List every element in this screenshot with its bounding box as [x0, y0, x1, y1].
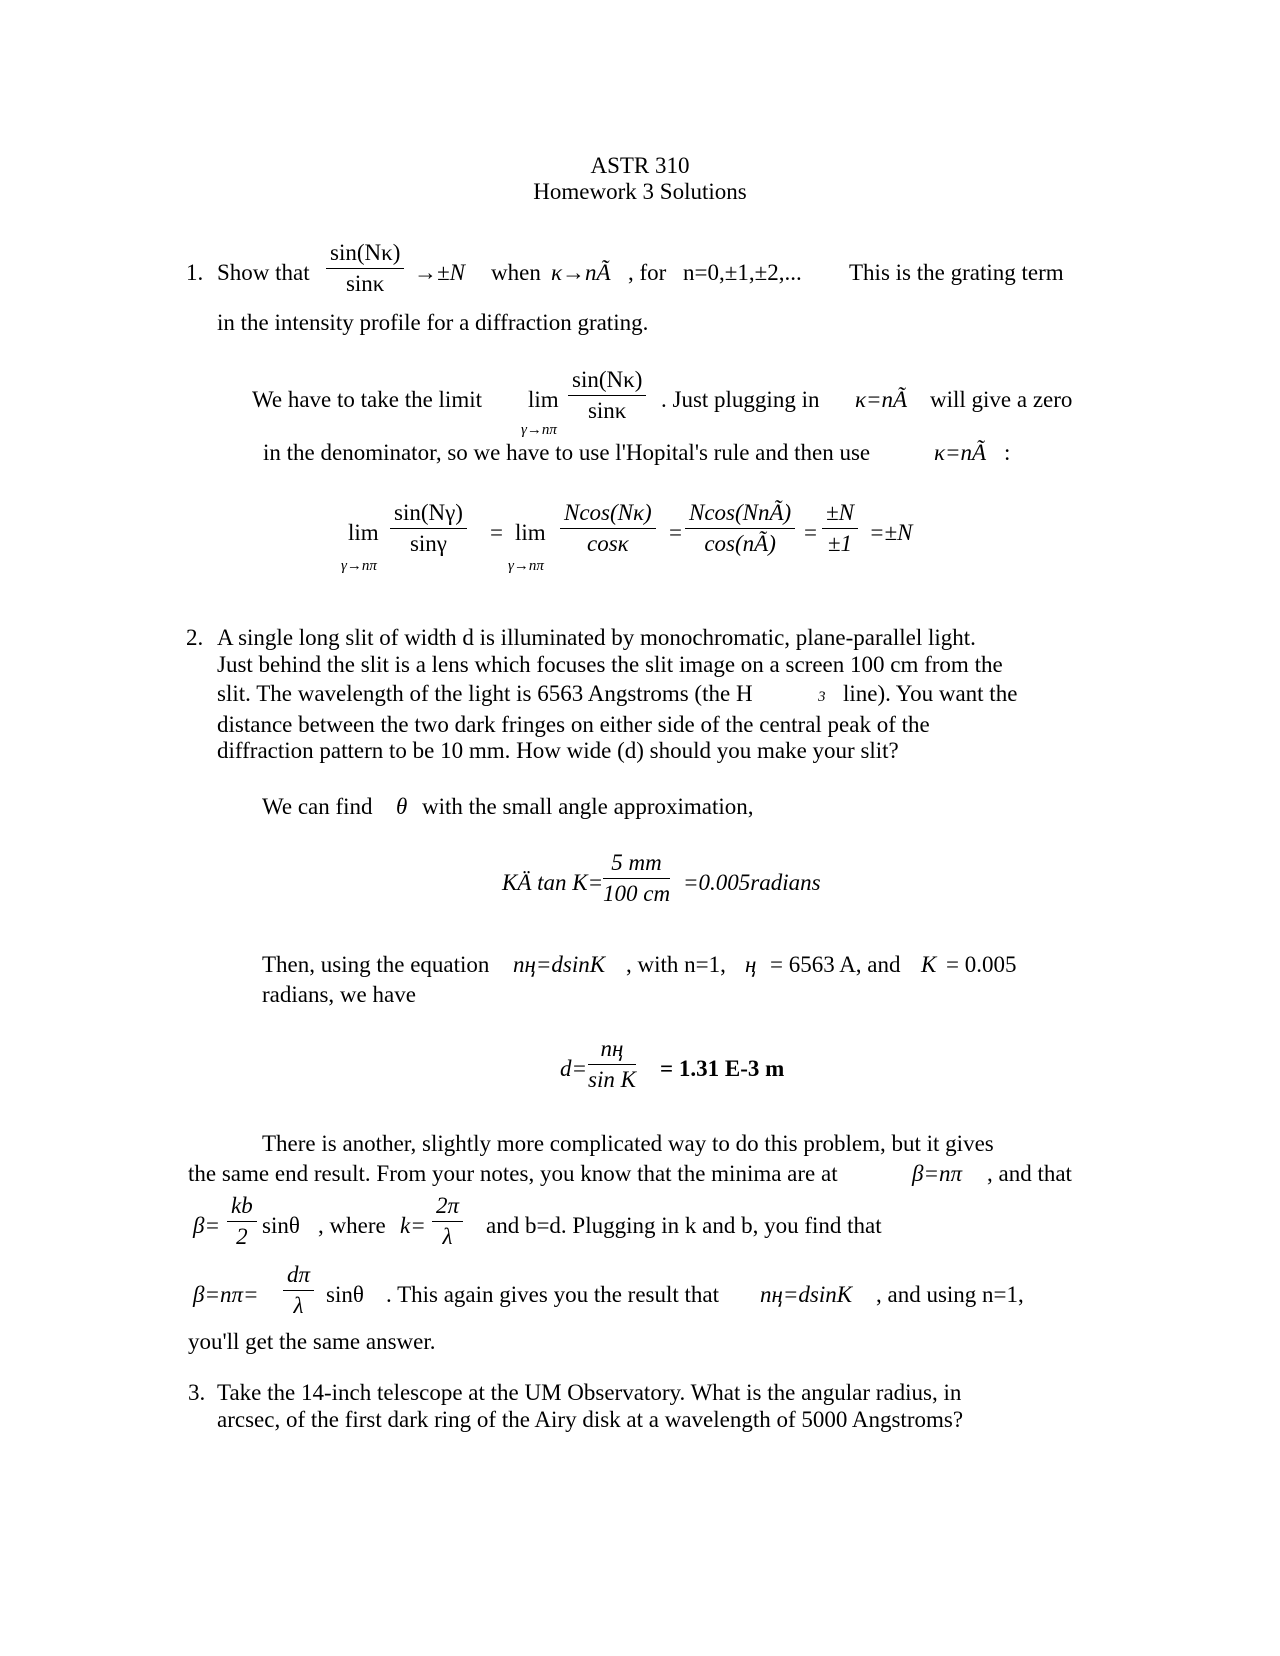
eq-equals-3: = — [804, 520, 817, 545]
theta-intro-end: with the small angle approximation, — [422, 794, 754, 819]
eq2-num: nӊ — [588, 1036, 636, 1065]
problem-2-line-1: A single long slit of width d is illuminated by monochromatic, plane-parallel light. — [217, 625, 976, 650]
limit-arrow: →±N — [414, 260, 465, 285]
eq2-fraction — [588, 1036, 636, 1093]
lhopital-text: in the denominator, so we have to use l'Hopital's rule and then use — [263, 440, 871, 465]
k-den: λ — [442, 1224, 453, 1249]
eq2-lhs: d= — [560, 1056, 588, 1081]
limit-numerator: sin(Nκ) — [568, 367, 646, 396]
when-text: when — [491, 260, 541, 285]
problem-3-line-1: Take the 14-inch telescope at the UM Observatory. What is the angular radius, in — [217, 1380, 962, 1405]
problem-3-line-2: arcsec, of the first dark ring of the Airy disk at a wavelength of 5000 Angstroms? — [217, 1407, 964, 1432]
problem-2-line-3-end: line). You want the — [843, 681, 1018, 706]
problem-2-line-5: diffraction pattern to be 10 mm. How wide (d) should you make your slit? — [217, 738, 899, 763]
take-limit-text: We have to take the limit — [252, 387, 482, 412]
eq-result: =±N — [869, 520, 913, 545]
grating-term-text: This is the grating term — [849, 260, 1064, 285]
eq-fraction-2 — [560, 500, 656, 557]
h-subscript: 3 — [818, 689, 826, 705]
beta-sin: sinθ — [262, 1213, 300, 1238]
eq-lim-1: lim — [348, 520, 379, 545]
eq-f1-num: sin(Nγ) — [390, 500, 467, 529]
eq-equals-2: = — [669, 520, 682, 545]
kappa-condition: κ→nÃ — [551, 260, 611, 285]
beta-fraction — [227, 1193, 257, 1250]
eq1-den: 100 cm — [603, 881, 671, 906]
fraction-denominator: sinκ — [345, 271, 385, 296]
eq-fraction-4 — [822, 500, 858, 557]
then-line-2: radians, we have — [262, 982, 416, 1007]
eq1-rhs: =0.005radians — [683, 870, 821, 895]
plugging-text: . Just plugging in — [661, 387, 820, 412]
beta-lhs: β= — [193, 1213, 220, 1238]
alt-line-1: There is another, slightly more complicated way to do this problem, but it gives — [262, 1131, 994, 1156]
then-equation: nӊ=dsinK — [513, 952, 606, 977]
eq2-result-value: = 1.31 E-3 m — [660, 1056, 785, 1081]
problem-2-line-3: slit. The wavelength of the light is 6563 Angstroms (the H — [217, 681, 753, 706]
problem-1-fraction — [326, 240, 404, 297]
eq-f4-den: ±1 — [827, 531, 853, 556]
problem-2-line-4: distance between the two dark fringes on either side of the central peak of the — [217, 712, 930, 737]
theta-symbol: θ — [396, 794, 408, 819]
res-text-a: . This again gives you the result that — [386, 1282, 720, 1307]
lim-subscript: γ→nπ — [521, 422, 557, 438]
eq-fraction-3 — [685, 500, 795, 557]
eq-f3-num: Ncos(NnÃ) — [685, 500, 795, 529]
problem-1-number: 1. — [186, 260, 204, 285]
beta-num: kb — [227, 1193, 257, 1222]
eq2-result — [660, 1055, 784, 1083]
eq-lim-2: lim — [515, 520, 546, 545]
res-sin: sinθ — [326, 1282, 364, 1307]
lambda-symbol: ӊ — [745, 952, 757, 977]
res-text-b: , and using n=1, — [876, 1282, 1024, 1307]
then-text-c: = 6563 A, and — [770, 952, 901, 977]
course-title: ASTR 310 — [590, 153, 690, 178]
n-values: n=0,±1,±2,... — [683, 260, 802, 285]
where-text: , where — [318, 1213, 386, 1238]
res-den: λ — [293, 1293, 304, 1318]
eq-lim-1-sub: γ→nπ — [341, 558, 377, 574]
colon: : — [1004, 440, 1011, 465]
beta-den: 2 — [236, 1224, 248, 1249]
eq-f4-num: ±N — [822, 500, 858, 529]
res-equation: nӊ=dsinK — [760, 1282, 853, 1307]
res-line-2: you'll get the same answer. — [188, 1329, 436, 1354]
and-b-text: and b=d. Plugging in k and b, you find that — [486, 1213, 882, 1238]
eq-lim-2-sub: γ→nπ — [508, 558, 544, 574]
eq2-den: sin K — [588, 1067, 636, 1092]
k-num: 2π — [432, 1193, 463, 1222]
problem-1-line-2: in the intensity profile for a diffraction grating. — [217, 310, 649, 335]
res-fraction — [283, 1262, 314, 1319]
alt-beta-eq: β=nπ — [912, 1161, 962, 1186]
eq-f2-den: cosκ — [587, 531, 629, 556]
then-text: Then, using the equation — [262, 952, 490, 977]
alt-and-that: , and that — [987, 1161, 1072, 1186]
limit-denominator: sinκ — [587, 398, 627, 423]
eq-equals-1: = — [490, 520, 503, 545]
problem-2-number: 2. — [186, 625, 204, 650]
for-text: , for — [628, 260, 667, 285]
fraction-numerator: sin(Nκ) — [326, 240, 404, 269]
problem-1-show-that: Show that — [217, 260, 310, 285]
eq-fraction-1 — [390, 500, 467, 557]
problem-2-line-2: Just behind the slit is a lens which focuses the slit image on a screen 100 cm from the — [217, 652, 1003, 677]
problem-3-number: 3. — [188, 1380, 206, 1405]
then-text-b: , with n=1, — [626, 952, 726, 977]
eq1-fraction — [603, 850, 670, 907]
eq1-num: 5 mm — [603, 850, 670, 879]
k-fraction — [432, 1193, 463, 1250]
then-text-d: = 0.005 — [946, 952, 1017, 977]
kappa-eq: κ=nÃ — [855, 387, 908, 412]
eq-f2-num: Ncos(Nκ) — [560, 500, 656, 529]
limit-fraction — [568, 367, 646, 424]
k-lhs: k= — [400, 1213, 426, 1238]
alt-line-2: the same end result. From your notes, you know that the minima are at — [188, 1161, 838, 1186]
eq-f1-den: sinγ — [409, 531, 447, 556]
eq1-lhs: KÄ tan K= — [502, 870, 604, 895]
res-lhs: β=nπ= — [193, 1282, 259, 1307]
res-num: dπ — [283, 1262, 314, 1291]
page-title: Homework 3 Solutions — [533, 179, 747, 204]
kappa-eq-2: κ=nÃ — [934, 440, 987, 465]
theta-intro: We can find — [262, 794, 373, 819]
lim-operator: lim — [528, 387, 559, 412]
eq-f3-den: cos(nÃ) — [704, 531, 776, 556]
zero-text: will give a zero — [930, 387, 1073, 412]
k-symbol: K — [921, 952, 937, 977]
